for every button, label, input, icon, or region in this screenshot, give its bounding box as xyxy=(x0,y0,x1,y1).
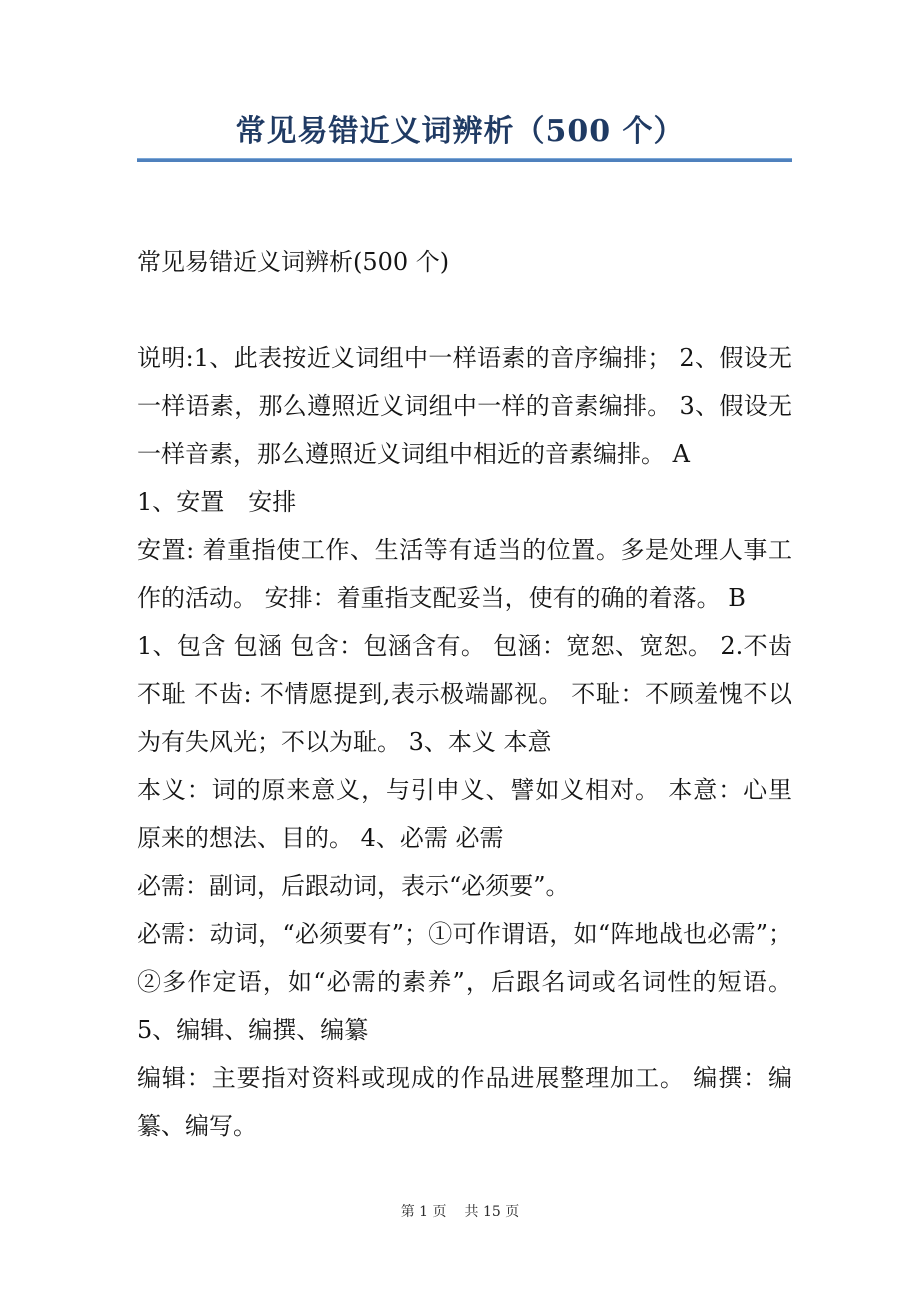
paragraph: 必需：副词，后跟动词，表示“必须要”。 xyxy=(137,872,570,900)
paragraph: 本义：词的原来意义，与引申义、譬如义相对。 本意：心里原来的想法、目的。 4、必需 必需 xyxy=(137,776,792,852)
paragraph: 说明:1、此表按近义词组中一样语素的音序编排； 2、假设无一样语素，那么遵照近义词组中一样的音素编排。 3、假设无一样音素，那么遵照近义词组中相近的音素编排。 A xyxy=(137,344,792,468)
body-paragraphs xyxy=(137,334,792,1150)
footer-total-pages: 共 15 页 xyxy=(464,1204,520,1220)
paragraph: 安置: 着重指使工作、生活等有适当的位置。多是处理人事工作的活动。 安排：着重指支配妥当，使有的确的着落。 B xyxy=(137,536,792,612)
paragraph: 1、安置 安排 xyxy=(137,488,297,516)
body-heading: 常见易错近义词辨析(500 个) xyxy=(137,248,450,276)
page-title: 常见易错近义词辨析（500 个） xyxy=(235,114,685,149)
paragraph: 编辑：主要指对资料或现成的作品进展整理加工。 编撰：编纂、编写。 xyxy=(137,1064,792,1140)
document-body xyxy=(137,238,792,1150)
footer-page-number: 第 1 页 xyxy=(400,1204,447,1220)
paragraph: 1、包含 包涵 包含：包涵含有。 包涵：宽恕、宽恕。 2.不齿 不耻 不齿: 不情愿提到,表示极端鄙视。 不耻：不顾羞愧不以为有失风光；不以为耻。 3、本义 本意 xyxy=(137,632,792,756)
title-divider-line xyxy=(137,158,792,162)
paragraph: 必需：动词，“必须要有”；①可作谓语，如“阵地战也必需”；②多作定语，如“必需的素养”，后跟名词或名词性的短语。 5、编辑、编撰、编纂 xyxy=(137,920,792,1044)
page-footer xyxy=(0,1200,920,1224)
